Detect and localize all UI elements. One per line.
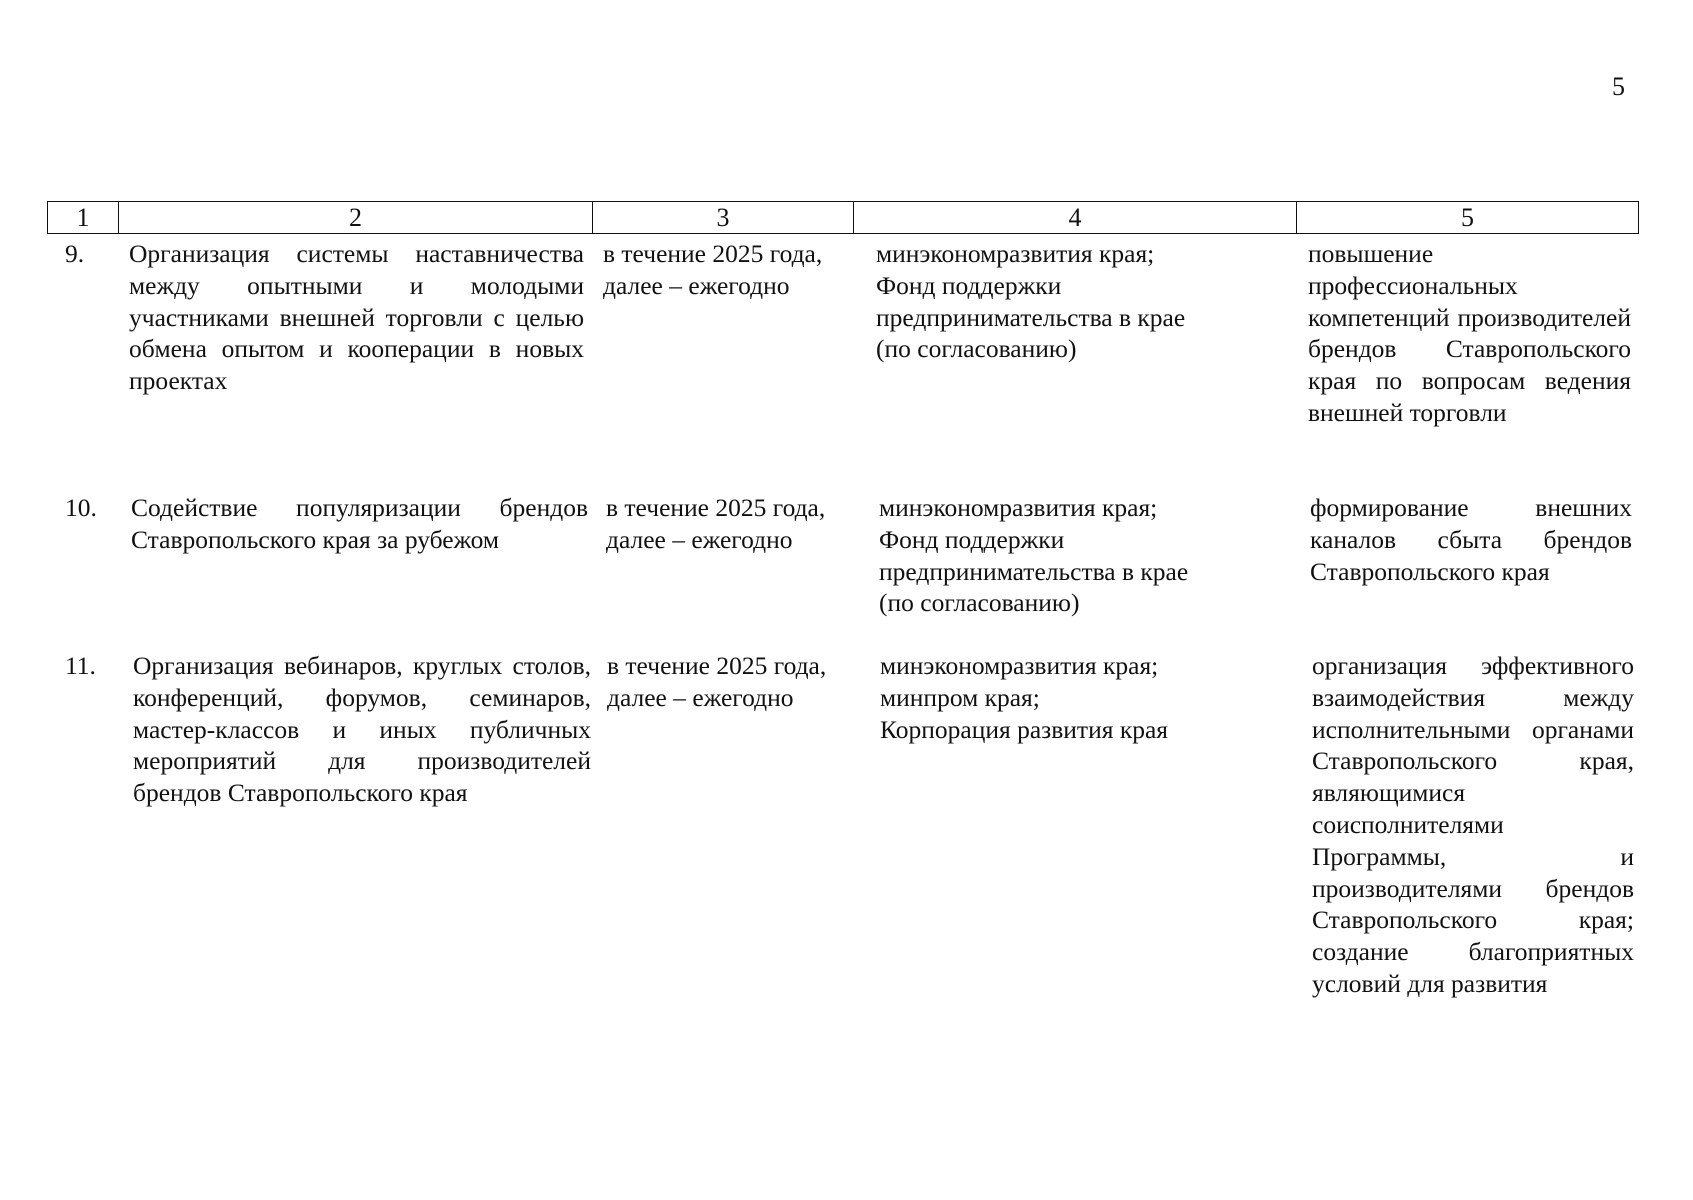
row-number: 10. [65, 493, 97, 522]
row-number: 11. [65, 651, 96, 680]
table-header [47, 201, 1639, 234]
executors-cell: минэкономразвития края; Фонд поддержки предпринимательства в крае (по согласованию) [876, 239, 1186, 364]
header-cell-3: 3 [593, 202, 854, 234]
activity-cell: Организация вебинаров, круглых столов, конференций, форумов, семинаров, мастер-классов и иных публичных мероприятий для производителей брендов Ставропольского края [133, 651, 591, 808]
header-row [48, 202, 1639, 234]
header-cell-5: 5 [1297, 202, 1639, 234]
activity-cell: Организация системы наставничества между опытными и молодыми участниками внешней торговли с целью обмена опытом и кооперации в новых проектах [129, 239, 584, 396]
row-number: 9. [65, 239, 85, 268]
result-cell: повышение профессиональных компетенций производителей брендов Ставропольского края по вопросам ведения внешней торговли [1308, 239, 1631, 427]
activity-cell: Содействие популяризации брендов Ставропольского края за рубежом [131, 493, 588, 554]
page-number: 5 [1612, 72, 1625, 101]
result-cell: формирование внешних каналов сбыта брендов Ставропольского края [1310, 493, 1632, 586]
result-cell: организация эффективного взаимодействия между исполнительными органами Ставропольского края, являющимися соисполнителями Программы, и производителями брендов Ставропольского края; создание благоприятных условий для развития [1312, 651, 1634, 998]
header-cell-4: 4 [854, 202, 1297, 234]
header-cell-1: 1 [48, 202, 119, 234]
term-cell: в течение 2025 года, далее – ежегодно [606, 493, 826, 554]
term-cell: в течение 2025 года, далее – ежегодно [607, 651, 827, 712]
executors-cell: минэкономразвития края; Фонд поддержки предпринимательства в крае (по согласованию) [879, 493, 1189, 618]
term-cell: в течение 2025 года, далее – ежегодно [603, 239, 823, 300]
executors-cell: минэкономразвития края; минпром края; Корпорация развития края [880, 651, 1169, 744]
header-cell-2: 2 [119, 202, 593, 234]
